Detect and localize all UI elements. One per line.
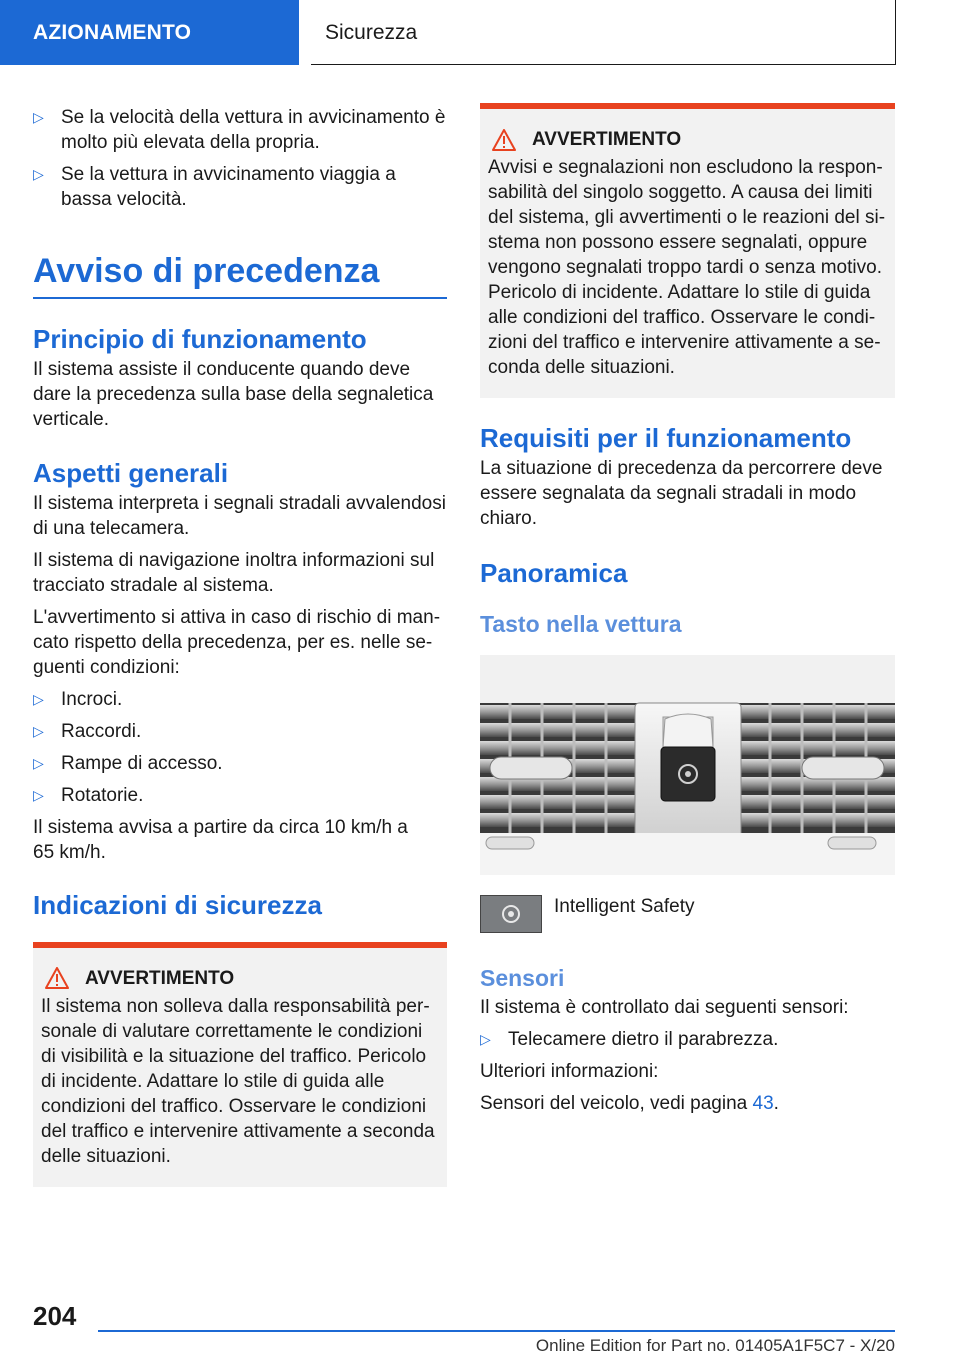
triangle-bullet-icon: ▷ [33, 786, 44, 803]
triangle-bullet-icon: ▷ [33, 109, 44, 125]
overview-heading: Panoramica [480, 558, 628, 588]
triangle-bullet-icon: ▷ [33, 690, 44, 707]
right-column [480, 100, 895, 1116]
list-item: ▷ Rampe di accesso. [33, 752, 223, 774]
triangle-bullet-icon: ▷ [480, 1031, 491, 1047]
warning-title: AVVERTIMENTO [492, 127, 887, 152]
requirements-heading: Requisiti per il funzionamento [480, 423, 852, 453]
left-column [33, 100, 447, 1187]
speed-range-text: Il sistema avvisa a partire da circa 10 km/h a 65 km/h. [33, 816, 408, 863]
list-item: ▷ Telecamere dietro il parabrezza. [480, 1029, 779, 1050]
warning-box [33, 942, 447, 1187]
list-item: ▷ Se la vettura in avvicinamento viaggia a bassa velocità. [33, 164, 396, 210]
safety-heading: Indicazioni di sicurezza [33, 889, 322, 920]
general-text-1: Il sistema interpreta i segnali stradali avvalendosi di una telecamera. [33, 492, 446, 539]
general-text-3: L'avvertimento si attiva in caso di rischio di mancato rispetto della precedenza, per es. nelle seguenti condizioni: [33, 606, 441, 678]
warning-text: Avvisi e segnalazioni non escludono la responsabilità del singolo soggetto. A causa dei limiti del sistema, gli avvertimenti o le reazioni del sistema non possono essere segnalati, oppure vengono segnalati troppo tardi o senza motivo. Pericolo di incidente. Adattare lo stile di guida alle condizioni del traffico. Osservare le condizioni del traffico e intervenire attivamente a seconda delle situazioni. [488, 157, 886, 378]
warning-triangle-icon [492, 129, 516, 151]
button-legend [480, 895, 895, 933]
general-text-2: Il sistema di navigazione inoltra informazioni sul tracciato stradale al sistema. [33, 549, 435, 596]
conditions-list [33, 687, 447, 808]
warning-title: AVVERTIMENTO [45, 966, 439, 991]
vehicle-button-figure [480, 655, 895, 875]
warning-triangle-icon [45, 967, 69, 989]
edition-text: Online Edition for Part no. 01405A1F5C7 - X/20 [535, 1336, 895, 1355]
list-item: ▷ Rotatorie. [33, 784, 144, 806]
list-item: ▷ Raccordi. [33, 720, 142, 742]
page-title: Avviso di precedenza [33, 252, 380, 290]
warning-box [480, 103, 895, 398]
triangle-bullet-icon: ▷ [33, 722, 44, 739]
sensors-heading: Sensori [480, 965, 565, 991]
cross-reference: Sensori del veicolo, vedi pagina 43. [480, 1093, 779, 1114]
list-item: ▷ Incroci. [33, 688, 123, 710]
sensors-list [480, 1027, 895, 1052]
general-heading: Aspetti generali [33, 457, 229, 488]
requirements-text: La situazione di precedenza da percorrere deve essere segnalata da segnali stradali in modo chiaro. [480, 458, 883, 529]
air-vent-illustration [480, 655, 895, 875]
top-bullet-list [33, 105, 447, 212]
principle-text: Il sistema assiste il conducente quando deve dare la precedenza sulla base della segnaletica verticale. [33, 358, 434, 430]
intelligent-safety-button-icon [480, 895, 542, 933]
legend-label: Intelligent Safety [554, 896, 695, 917]
sensors-text: Il sistema è controllato dai seguenti sensori: [480, 997, 849, 1018]
warning-text: Il sistema non solleva dalla responsabilità personale di valutare correttamente le condizioni di visibilità e la situazione del traffico. Pericolo di incidente. Adattare lo stile di guida alle condizioni del traffico. Osservare le condizioni del traffico e intervenire attivamente a seconda delle situazioni. [41, 995, 435, 1167]
title-divider [33, 297, 447, 299]
principle-heading: Principio di funzionamento [33, 323, 367, 354]
more-info-text: Ulteriori informazioni: [480, 1061, 659, 1082]
section-tab: AZIONAMENTO [0, 0, 299, 65]
page-link[interactable]: 43 [752, 1093, 774, 1114]
triangle-bullet-icon: ▷ [33, 166, 44, 182]
chapter-title: Sicurezza [311, 0, 896, 65]
button-subheading: Tasto nella vettura [480, 611, 682, 637]
page-number: 204 [33, 1301, 77, 1331]
list-item: ▷ Se la velocità della vettura in avvicinamento è molto più elevata della propria. [33, 107, 446, 153]
triangle-bullet-icon: ▷ [33, 754, 44, 771]
footer-divider [98, 1330, 895, 1332]
